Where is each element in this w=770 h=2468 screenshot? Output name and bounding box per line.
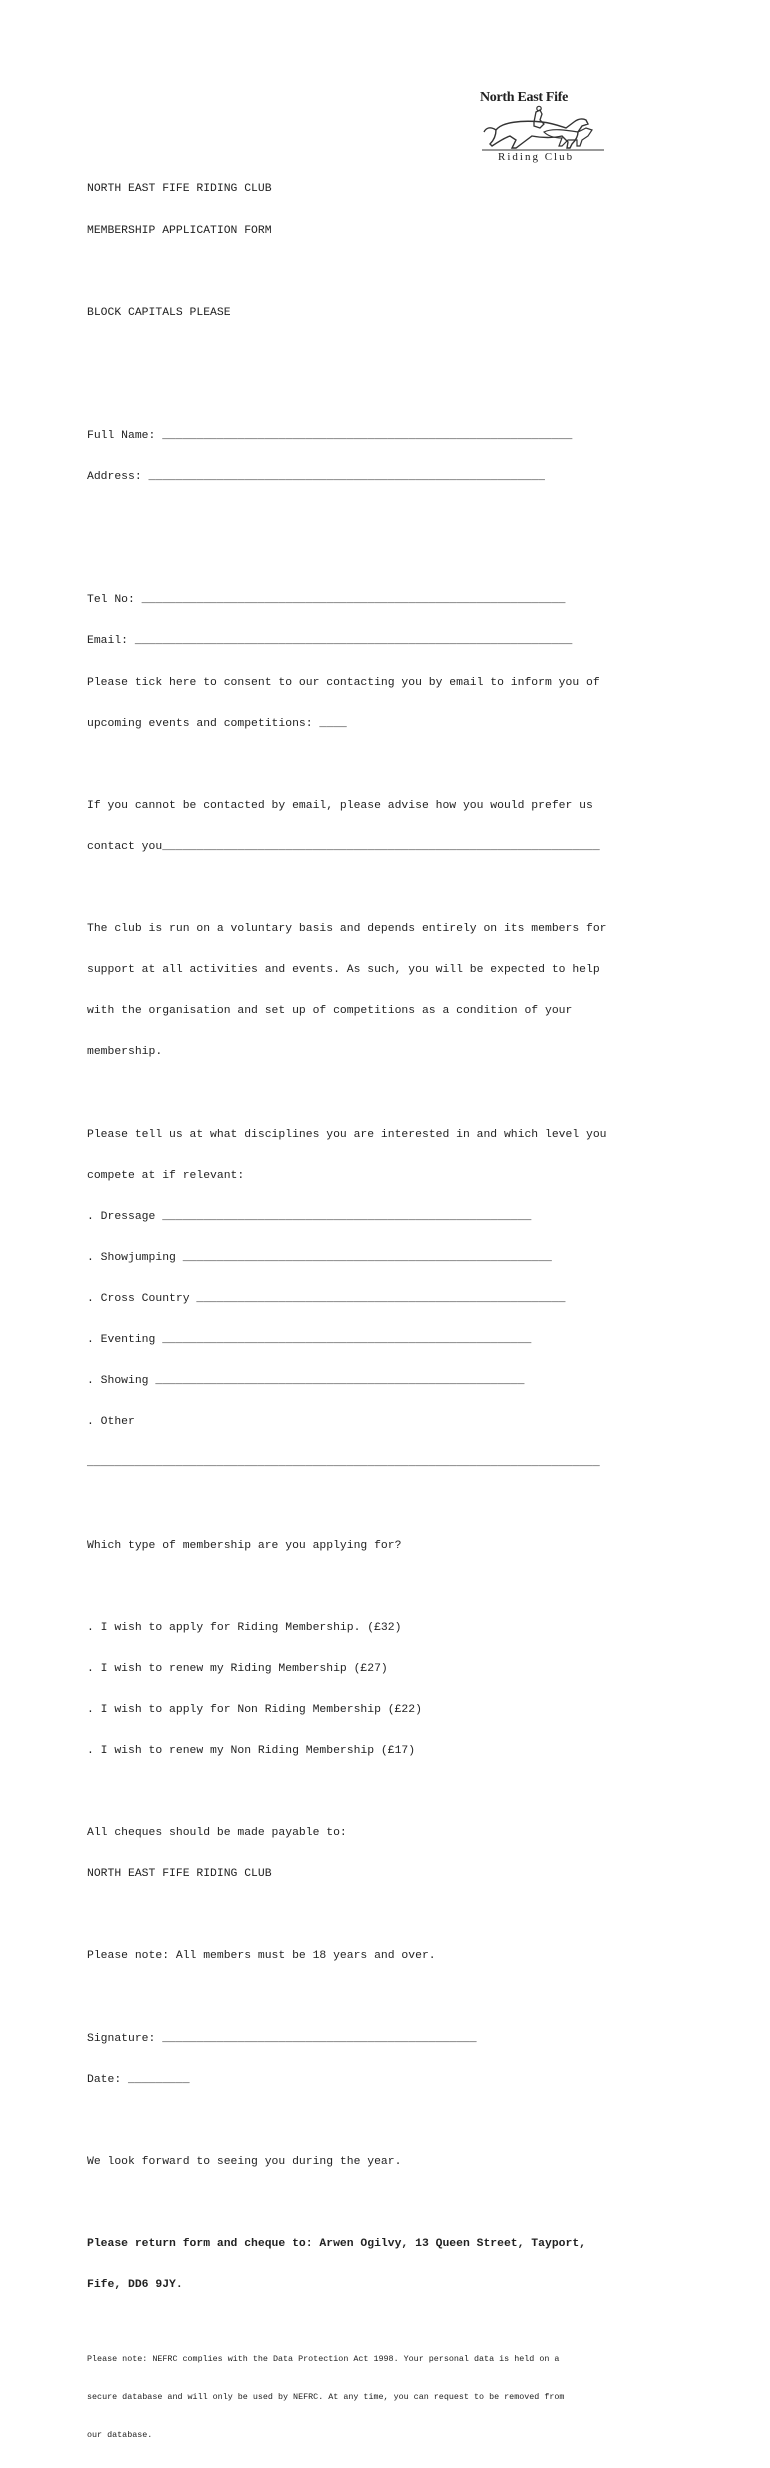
voluntary-paragraph: The club is run on a voluntary basis and depends entirely on its members for xyxy=(87,923,607,936)
tel-field[interactable]: Tel No: ______________________________________________________________ xyxy=(87,594,566,607)
discipline-dressage-field[interactable]: . Dressage ______________________________________________________ xyxy=(87,1210,532,1223)
block-capitals-instruction: BLOCK CAPITALS PLEASE xyxy=(87,306,231,319)
discipline-other-field[interactable]: ___________________________________________________________________________ xyxy=(87,1457,600,1470)
logo-subtitle: Riding Club xyxy=(498,151,575,163)
disciplines-intro: Please tell us at what disciplines you are interested in and which level you xyxy=(87,1128,607,1141)
discipline-eventing-field[interactable]: . Eventing ______________________________________________________ xyxy=(87,1334,532,1347)
discipline-cross-country-field[interactable]: . Cross Country ______________________________________________________ xyxy=(87,1292,566,1305)
return-address: Please return form and cheque to: Arwen Ogilvy, 13 Queen Street, Tayport, xyxy=(87,2238,586,2251)
discipline-showjumping-field[interactable]: . Showjumping ______________________________________________________ xyxy=(87,1251,552,1264)
consent-text: Please tick here to consent to our contacting you by email to inform you of xyxy=(87,676,600,689)
consent-tick-field[interactable]: upcoming events and competitions: ____ xyxy=(87,717,347,730)
data-protection-note: our database. xyxy=(87,2429,153,2440)
logo-title: North East Fife xyxy=(480,90,569,105)
membership-option-riding-apply[interactable]: . I wish to apply for Riding Membership. (£32) xyxy=(87,1621,402,1634)
voluntary-paragraph: membership. xyxy=(87,1046,163,1059)
payment-instruction: All cheques should be made payable to: xyxy=(87,1827,347,1840)
closing-text: We look forward to seeing you during the year. xyxy=(87,2155,402,2168)
contact-pref-text: If you cannot be contacted by email, please advise how you would prefer us xyxy=(87,799,593,812)
membership-option-nonriding-apply[interactable]: . I wish to apply for Non Riding Membership (£22) xyxy=(87,1703,422,1716)
contact-pref-field[interactable]: contact you________________________________________________________________ xyxy=(87,840,600,853)
disciplines-intro: compete at if relevant: xyxy=(87,1169,245,1182)
signature-field[interactable]: Signature: ______________________________________________ xyxy=(87,2032,477,2045)
email-field[interactable]: Email: ________________________________________________________________ xyxy=(87,635,573,648)
discipline-showing-field[interactable]: . Showing ______________________________________________________ xyxy=(87,1375,525,1388)
age-note: Please note: All members must be 18 years and over. xyxy=(87,1950,436,1963)
membership-option-riding-renew[interactable]: . I wish to renew my Riding Membership (£27) xyxy=(87,1662,388,1675)
membership-question: Which type of membership are you applying for? xyxy=(87,1539,402,1552)
data-protection-note: Please note: NEFRC complies with the Data Protection Act 1998. Your personal data is held on a xyxy=(87,2353,560,2364)
payment-payee: NORTH EAST FIFE RIDING CLUB xyxy=(87,1868,272,1881)
voluntary-paragraph: support at all activities and events. As such, you will be expected to help xyxy=(87,964,600,977)
form-body xyxy=(87,156,687,2468)
membership-option-nonriding-renew[interactable]: . I wish to renew my Non Riding Membership (£17) xyxy=(87,1744,416,1757)
date-field[interactable]: Date: _________ xyxy=(87,2073,190,2086)
club-name-heading: NORTH EAST FIFE RIDING CLUB xyxy=(87,183,272,196)
data-protection-note: secure database and will only be used by NEFRC. At any time, you can request to be removed from xyxy=(87,2391,565,2402)
return-address: Fife, DD6 9JY. xyxy=(87,2279,183,2292)
voluntary-paragraph: with the organisation and set up of competitions as a condition of your xyxy=(87,1005,573,1018)
address-field[interactable]: Address: __________________________________________________________ xyxy=(87,471,545,484)
discipline-other-label: . Other xyxy=(87,1416,135,1429)
full-name-field[interactable]: Full Name: ____________________________________________________________ xyxy=(87,429,573,442)
horse-rider-icon xyxy=(482,106,604,152)
form-title: MEMBERSHIP APPLICATION FORM xyxy=(87,224,272,237)
